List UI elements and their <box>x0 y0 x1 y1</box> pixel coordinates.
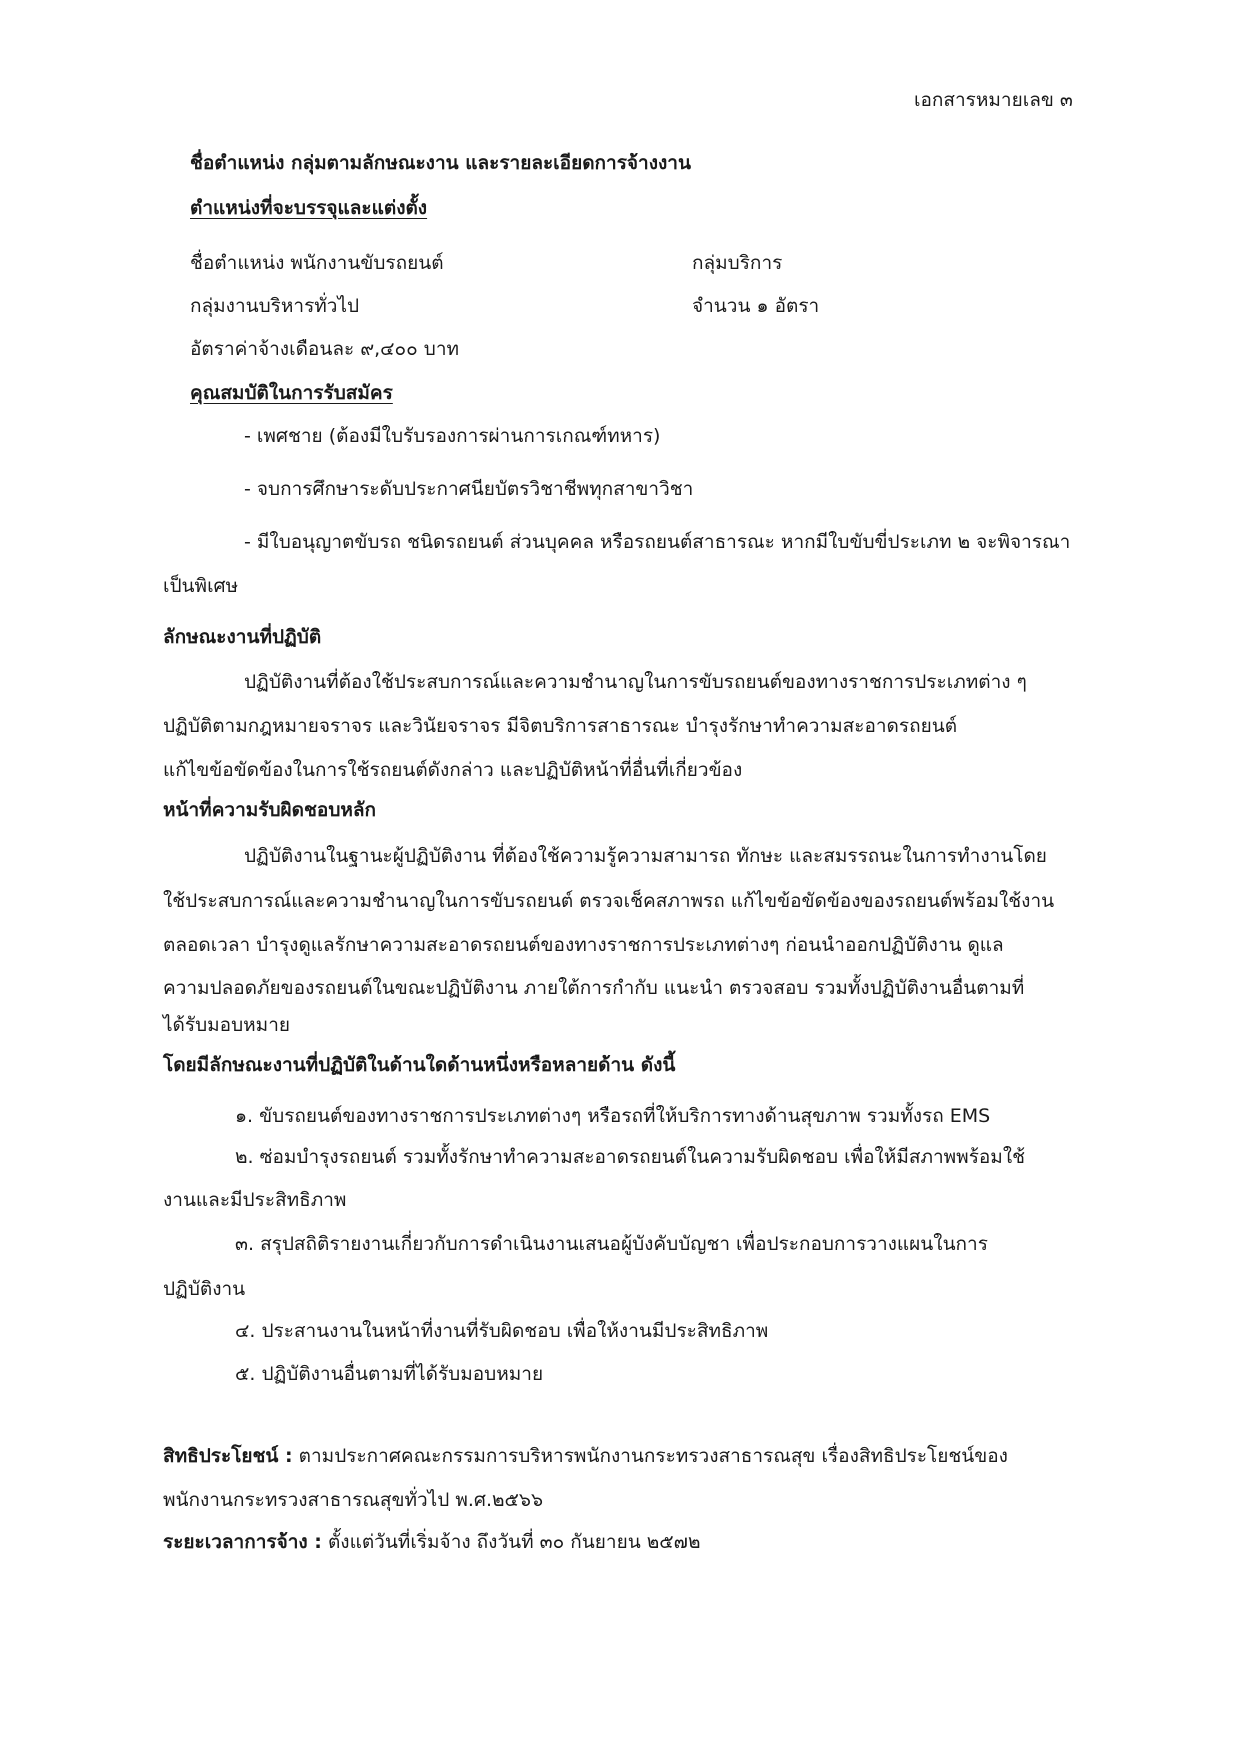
job-nature-heading: ลักษณะงานที่ปฏิบัติ <box>163 626 322 648</box>
duty-item-2-continued: งานและมีประสิทธิภาพ <box>163 1189 347 1211</box>
duty-item-1: ๑. ขับรถยนต์ของทางราชการประเภทต่างๆ หรือรถที่ให้บริการทางด้านสุขภาพ รวมทั้งรถ EMS <box>235 1105 991 1127</box>
salary-rate: อัตราค่าจ้างเดือนละ ๙,๔๐๐ บาท <box>190 338 460 360</box>
benefits-line <box>163 1441 1008 1471</box>
qualification-item-1: - เพศชาย (ต้องมีใบรับรองการผ่านการเกณฑ์ทหาร) <box>244 425 661 447</box>
qualifications-heading: คุณสมบัติในการรับสมัคร <box>190 382 393 404</box>
position-section-heading: ตำแหน่งที่จะบรรจุและแต่งตั้ง <box>190 197 428 219</box>
position-group: กลุ่มบริการ <box>692 252 783 274</box>
responsibility-line-1: ปฏิบัติงานในฐานะผู้ปฏิบัติงาน ที่ต้องใช้ความรู้ความสามารถ ทักษะ และสมรรถนะในการทำงานโดย <box>244 845 1047 867</box>
job-nature-line-1: ปฏิบัติงานที่ต้องใช้ประสบการณ์และความชำนาญในการขับรถยนต์ของทางราชการประเภทต่าง ๆ <box>244 671 1027 693</box>
work-group: กลุ่มงานบริหารทั่วไป <box>190 295 360 317</box>
job-nature-line-2: ปฏิบัติตามกฎหมายจราจร และวินัยจราจร มีจิตบริการสาธารณะ บำรุงรักษาทำความสะอาดรถยนต์ <box>163 715 958 737</box>
qualification-item-3: - มีใบอนุญาตขับรถ ชนิดรถยนต์ ส่วนบุคคล หรือรถยนต์สาธารณะ หากมีใบขับขี่ประเภท ๒ จะพิจารณา <box>244 531 1071 553</box>
benefits-text: ตามประกาศคณะกรรมการบริหารพนักงานกระทรวงสาธารณสุข เรื่องสิทธิประโยชน์ของ <box>298 1445 1008 1467</box>
duty-item-2: ๒. ซ่อมบำรุงรถยนต์ รวมทั้งรักษาทำความสะอาดรถยนต์ในความรับผิดชอบ เพื่อให้มีสภาพพร้อมใช้ <box>235 1146 1026 1168</box>
position-name: ชื่อตำแหน่ง พนักงานขับรถยนต์ <box>190 252 444 274</box>
responsibilities-heading: หน้าที่ความรับผิดชอบหลัก <box>163 799 377 821</box>
job-nature-line-3: แก้ไขข้อขัดข้องในการใช้รถยนต์ดังกล่าว และปฏิบัติหน้าที่อื่นที่เกี่ยวข้อง <box>163 759 743 781</box>
qualification-item-3-continued: เป็นพิเศษ <box>163 575 239 597</box>
duty-item-3-continued: ปฏิบัติงาน <box>163 1278 246 1300</box>
benefits-continued: พนักงานกระทรวงสาธารณสุขทั่วไป พ.ศ.๒๕๖๖ <box>163 1489 544 1511</box>
position-quota: จำนวน ๑ อัตรา <box>692 295 820 317</box>
qualification-item-2: - จบการศึกษาระดับประกาศนียบัตรวิชาชีพทุกสาขาวิชา <box>244 478 694 500</box>
employment-period-text: ตั้งแต่วันที่เริ่มจ้าง ถึงวันที่ ๓๐ กันยายน ๒๕๗๒ <box>327 1531 701 1553</box>
responsibility-line-2: ใช้ประสบการณ์และความชำนาญในการขับรถยนต์ ตรวจเช็คสภาพรถ แก้ไขข้อขัดข้องของรถยนต์พร้อมใช้งาน <box>163 890 1055 912</box>
employment-period-line <box>163 1527 700 1557</box>
employment-period-label: ระยะเวลาการจ้าง : <box>163 1531 322 1553</box>
responsibility-line-5: ได้รับมอบหมาย <box>163 1014 291 1036</box>
responsibility-line-4: ความปลอดภัยของรถยนต์ในขณะปฏิบัติงาน ภายใต้การกำกับ แนะนำ ตรวจสอบ รวมทั้งปฏิบัติงานอื่นตามที่ <box>163 977 1025 999</box>
duties-heading: โดยมีลักษณะงานที่ปฏิบัติในด้านใดด้านหนึ่งหรือหลายด้าน ดังนี้ <box>163 1054 676 1076</box>
document-title: ชื่อตำแหน่ง กลุ่มตามลักษณะงาน และรายละเอียดการจ้างงาน <box>190 152 691 174</box>
duty-item-3: ๓. สรุปสถิติรายงานเกี่ยวกับการดำเนินงานเสนอผู้บังคับบัญชา เพื่อประกอบการวางแผนในการ <box>235 1233 988 1255</box>
document-number: เอกสารหมายเลข ๓ <box>914 89 1073 111</box>
duty-item-5: ๕. ปฏิบัติงานอื่นตามที่ได้รับมอบหมาย <box>235 1363 544 1385</box>
benefits-label: สิทธิประโยชน์ : <box>163 1445 293 1467</box>
responsibility-line-3: ตลอดเวลา บำรุงดูแลรักษาความสะอาดรถยนต์ของทางราชการประเภทต่างๆ ก่อนนำออกปฏิบัติงาน ดูแล <box>163 934 1004 956</box>
duty-item-4: ๔. ประสานงานในหน้าที่งานที่รับผิดชอบ เพื่อให้งานมีประสิทธิภาพ <box>235 1320 769 1342</box>
